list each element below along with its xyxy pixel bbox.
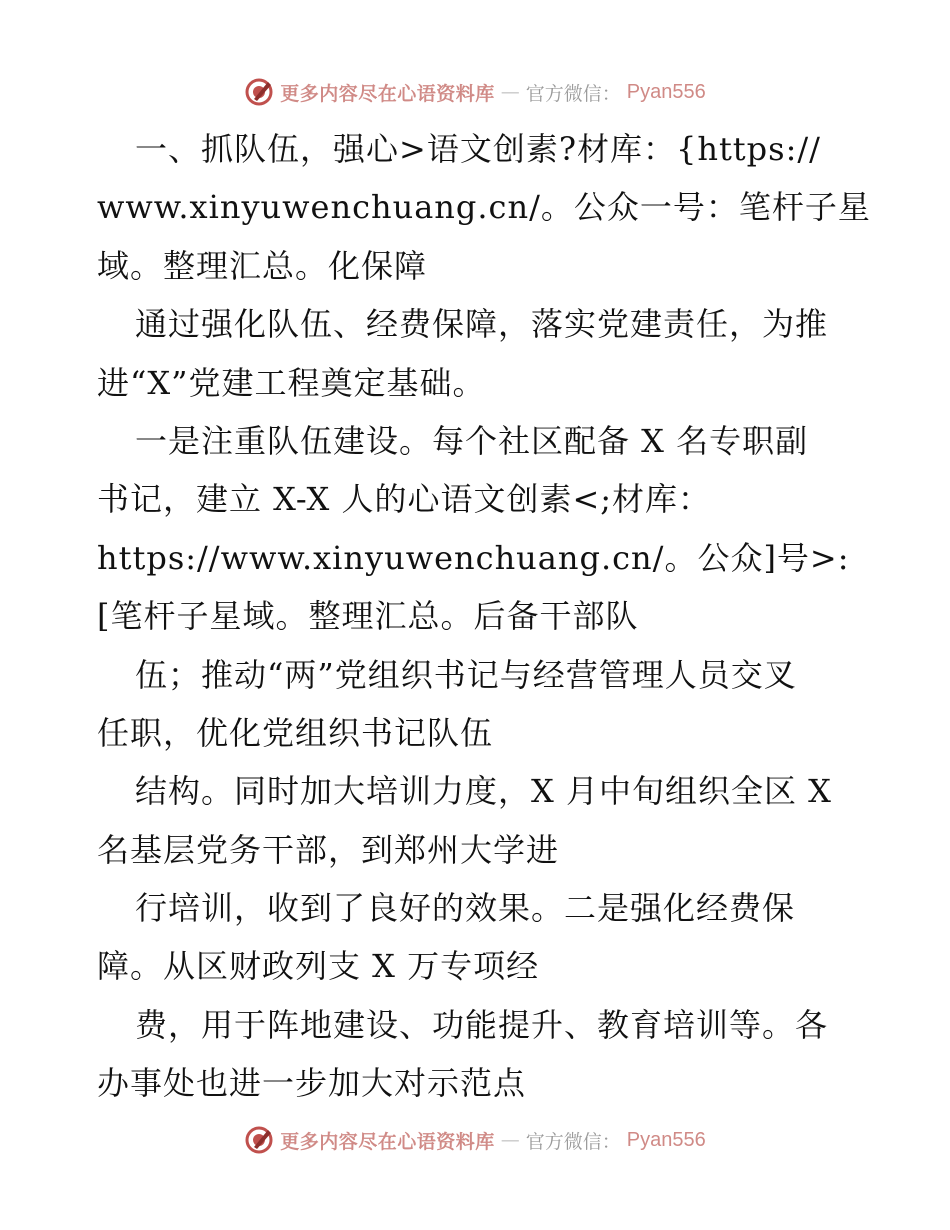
text-line-11: 任职，优化党组织书记队伍	[97, 713, 494, 752]
watermark-dash: —	[500, 1129, 520, 1151]
text-line-14: 行培训，收到了良好的效果。二是强化经费保	[135, 889, 796, 928]
text-line-2: www.xinyuwenchuang.cn/。公众一号：笔杆子星	[97, 188, 871, 227]
text-line-12: 结构。同时加大培训力度，X 月中旬组织全区 X	[135, 772, 832, 811]
text-line-6: 一是注重队伍建设。每个社区配备 X 名专职副	[135, 421, 809, 460]
text-line-5: 进“X”党建工程奠定基础。	[97, 363, 486, 402]
text-line-3: 域。整理汇总。化保障	[97, 246, 428, 285]
watermark-handle: Pyan556	[626, 1128, 706, 1151]
watermark-main-text: 更多内容尽在心语资料库	[280, 82, 495, 105]
header-watermark	[0, 72, 950, 112]
text-line-16: 费，用于阵地建设、功能提升、教育培训等。各	[135, 1005, 829, 1044]
text-line-9: [笔杆子星域。整理汇总。后备干部队	[97, 597, 639, 636]
footer-watermark	[0, 1120, 950, 1160]
text-line-4: 通过强化队伍、经费保障，落实党建责任，为推	[135, 305, 829, 344]
watermark-official-label: 官方微信：	[525, 1130, 621, 1153]
document-body	[97, 120, 871, 1113]
text-line-1: 一、抓队伍，强心>语文创素?材库：{https://	[135, 130, 821, 168]
pen-logo-icon	[244, 77, 274, 107]
text-line-15: 障。从区财政列支 X 万专项经	[97, 947, 540, 986]
watermark-handle: Pyan556	[626, 80, 706, 103]
text-line-7: 书记，建立 X-X 人的心语文创素<;材库：	[97, 480, 712, 519]
watermark-main-text: 更多内容尽在心语资料库	[280, 1130, 495, 1153]
watermark-dash: —	[500, 81, 520, 103]
pen-logo-icon	[244, 1125, 274, 1155]
text-line-10: 伍；推动“两”党组织书记与经营管理人员交叉	[135, 655, 797, 694]
text-line-8: https://www.xinyuwenchuang.cn/。公众]号>:	[97, 538, 850, 577]
text-line-13: 名基层党务干部，到郑州大学进	[97, 830, 560, 869]
text-line-17: 办事处也进一步加大对示范点	[97, 1064, 527, 1103]
watermark-official-label: 官方微信：	[525, 82, 621, 105]
